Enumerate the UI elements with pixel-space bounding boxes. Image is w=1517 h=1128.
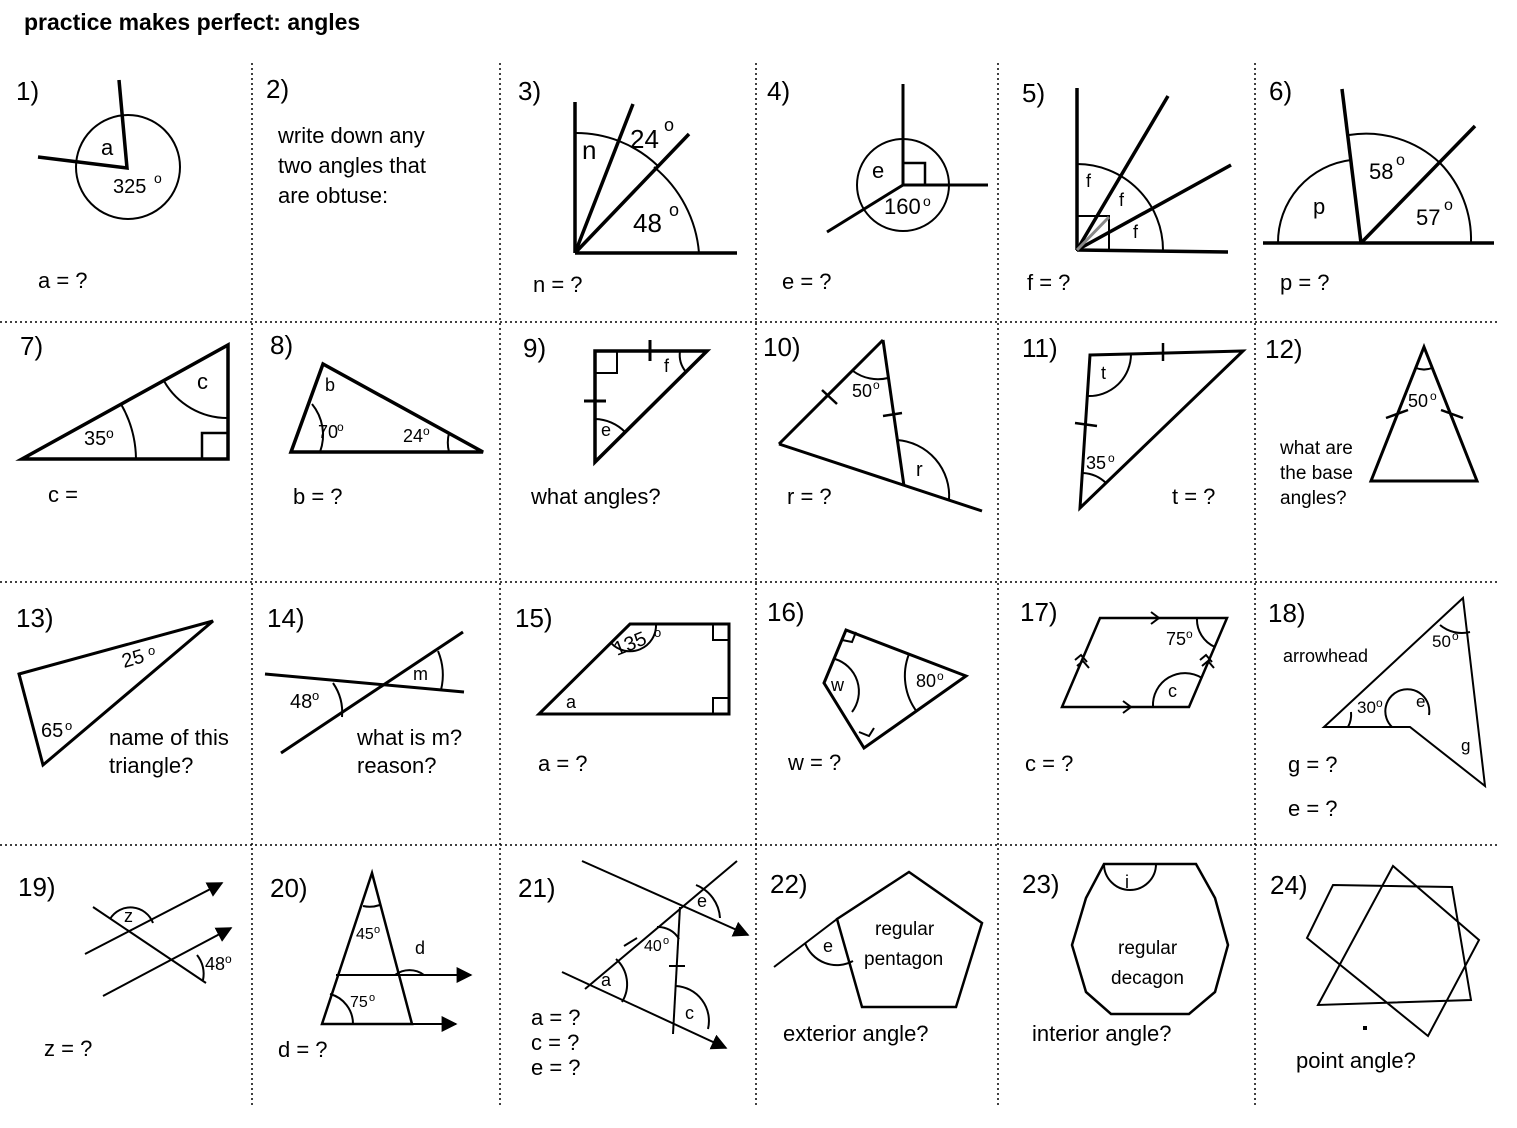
question-text: r = ? (787, 484, 832, 509)
problem-number: 22) (770, 869, 808, 899)
question-text-1: a = ? (531, 1005, 581, 1030)
problem-number: 5) (1022, 78, 1046, 108)
svg-text:o: o (923, 193, 931, 209)
angle-label-35: 35 (84, 428, 107, 450)
problem-number: 11) (1022, 333, 1058, 363)
problem-17 (1020, 597, 1227, 776)
angle-label-e: e (823, 936, 834, 956)
problem-number: 13) (16, 603, 54, 633)
angle-label-c: c (685, 1003, 694, 1023)
angle-label-58: 58 (1369, 159, 1394, 184)
question-text: n = ? (533, 272, 583, 297)
question-text-2: c = ? (531, 1030, 580, 1055)
problem-number: 2) (266, 74, 290, 104)
problem-number: 6) (1269, 76, 1293, 106)
problem-14 (265, 603, 464, 778)
svg-text:o: o (654, 625, 662, 640)
shape-label-line-1: regular (875, 919, 935, 940)
svg-text:o: o (664, 115, 675, 135)
grid-lines (0, 63, 1500, 1105)
question-text: interior angle? (1032, 1021, 1172, 1046)
svg-text:o: o (937, 669, 944, 683)
problem-6 (1263, 76, 1494, 295)
prompt-line-3: are obtuse: (278, 183, 389, 208)
svg-text:o: o (374, 924, 381, 936)
svg-text:o: o (1430, 389, 1437, 403)
prompt-line-1: write down any (278, 123, 425, 148)
question-text: b = ? (293, 484, 343, 509)
angle-label-325: 325 (113, 176, 147, 198)
problem-number: 8) (270, 330, 294, 360)
angle-label-e: e (872, 158, 885, 183)
problem-10 (763, 332, 982, 511)
problem-12 (1265, 334, 1477, 509)
angle-label-c: c (1168, 681, 1177, 701)
svg-text:o: o (1452, 629, 1459, 643)
angle-label-e: e (601, 420, 612, 440)
page-title: practice makes perfect: angles (24, 9, 361, 35)
angle-label-r: r (916, 459, 923, 481)
prompt-line-2: triangle? (109, 753, 194, 778)
angle-label-w: w (831, 675, 844, 695)
angle-label-p: p (1313, 194, 1326, 219)
prompt-line-1: what are (1280, 438, 1353, 459)
angle-label-d: d (415, 938, 426, 958)
angle-label-80: 80 (916, 671, 937, 691)
question-text-1: g = ? (1288, 752, 1338, 777)
angle-label-f: f (664, 356, 670, 376)
problem-number: 12) (1265, 334, 1303, 364)
angle-label-n: n (582, 135, 597, 165)
angle-label-48: 48 (290, 691, 313, 713)
problem-number: 24) (1270, 870, 1308, 900)
question-text: point angle? (1296, 1048, 1416, 1073)
angle-label-48: 48 (205, 954, 226, 974)
problem-number: 18) (1268, 598, 1306, 628)
question-text: exterior angle? (783, 1021, 929, 1046)
question-text: c = ? (1025, 751, 1074, 776)
angle-label-e: e (1416, 692, 1426, 711)
problem-number: 19) (18, 872, 56, 902)
angle-label-m: m (413, 664, 428, 684)
angle-label-f: f (1119, 190, 1125, 210)
angle-label-24: 24 (630, 124, 659, 154)
svg-text:o: o (423, 424, 430, 438)
shape-label-line-2: decagon (1111, 968, 1184, 989)
prompt-line-3: angles? (1280, 488, 1347, 509)
angle-label-50: 50 (1408, 391, 1429, 411)
angle-label-25: 25 (119, 645, 147, 673)
question-text: w = ? (788, 750, 842, 775)
problem-number: 7) (20, 331, 44, 361)
svg-text:o: o (225, 952, 232, 966)
question-text: a = ? (38, 268, 88, 293)
question-text: f = ? (1027, 270, 1071, 295)
angle-label-t: t (1101, 363, 1107, 383)
problem-9 (523, 333, 707, 509)
angle-label-e: e (697, 891, 708, 911)
angle-label-50: 50 (1432, 632, 1451, 651)
svg-text:o: o (1444, 197, 1453, 214)
angle-label-160: 160 (884, 194, 921, 219)
angle-label-45: 45 (356, 926, 374, 943)
problem-number: 4) (767, 76, 791, 106)
problem-number: 20) (270, 873, 308, 903)
problem-8 (270, 330, 483, 509)
svg-text:o: o (148, 643, 156, 658)
problem-18 (1268, 598, 1485, 821)
svg-text:o: o (337, 420, 344, 434)
angle-label-57: 57 (1416, 205, 1441, 230)
problem-21 (518, 861, 748, 1080)
svg-text:o: o (369, 992, 376, 1004)
svg-text:o: o (106, 425, 114, 441)
problem-15 (515, 603, 729, 776)
angle-label-z: z (124, 906, 133, 926)
angle-label-f: f (1133, 222, 1139, 242)
angle-label-a: a (566, 692, 577, 712)
question-text: e = ? (782, 269, 832, 294)
problem-number: 1) (16, 76, 40, 106)
shape-name: arrowhead (1283, 646, 1369, 666)
problem-5 (1022, 78, 1231, 295)
svg-text:o: o (154, 170, 162, 186)
question-text-3: e = ? (531, 1055, 581, 1080)
shape-label-line-2: pentagon (864, 949, 944, 970)
prompt-line-1: what is m? (357, 725, 463, 750)
angle-label-50: 50 (852, 381, 873, 401)
svg-text:o: o (1396, 152, 1405, 169)
svg-text:o: o (1186, 627, 1193, 641)
problem-number: 16) (767, 597, 805, 627)
problem-11 (1022, 333, 1243, 509)
question-text: a = ? (538, 751, 588, 776)
question-text: what angles? (531, 484, 661, 509)
problem-number: 3) (518, 76, 542, 106)
angle-label-65: 65 (41, 720, 64, 742)
angle-label-75: 75 (1166, 629, 1187, 649)
problem-24 (1270, 866, 1479, 1073)
problem-2 (266, 74, 426, 208)
angle-label-30: 30 (1357, 698, 1376, 717)
angle-label-40: 40 (644, 938, 662, 955)
prompt-line-2: the base (1280, 463, 1353, 484)
prompt-line-2: reason? (357, 753, 437, 778)
problem-number: 15) (515, 603, 553, 633)
problem-3 (518, 76, 737, 297)
problem-number: 14) (267, 603, 305, 633)
svg-text:o: o (65, 718, 73, 733)
svg-text:o: o (663, 935, 670, 947)
angle-label-135: 135 (610, 627, 650, 661)
angle-label-35: 35 (1086, 453, 1107, 473)
problem-20 (270, 873, 471, 1062)
problem-16 (767, 597, 966, 775)
prompt-line-2: two angles that (278, 153, 426, 178)
shape-label-line-1: regular (1118, 938, 1178, 959)
problem-7 (20, 331, 228, 507)
problem-23 (1022, 864, 1228, 1046)
problem-number: 17) (1020, 597, 1058, 627)
problem-4 (767, 76, 988, 294)
problem-19 (18, 872, 232, 1061)
question-text: c = (48, 482, 78, 507)
problem-13 (16, 603, 229, 778)
angle-label-c: c (197, 369, 208, 394)
angle-label-f: f (1086, 171, 1092, 191)
problem-number: 10) (763, 332, 801, 362)
svg-text:o: o (1108, 451, 1115, 465)
question-text: t = ? (1172, 484, 1216, 509)
angle-label-75: 75 (350, 994, 368, 1011)
angle-label-a: a (101, 135, 114, 160)
svg-text:o: o (669, 200, 680, 220)
svg-text:o: o (312, 688, 320, 703)
angle-label-g: g (1461, 736, 1471, 755)
question-text: p = ? (1280, 270, 1330, 295)
angle-label-48: 48 (633, 208, 662, 238)
angle-label-24: 24 (403, 426, 424, 446)
angle-label-i: i (1125, 872, 1129, 892)
question-text: d = ? (278, 1037, 328, 1062)
problem-1 (16, 76, 180, 293)
question-text-2: e = ? (1288, 796, 1338, 821)
prompt-line-1: name of this (109, 725, 229, 750)
question-text: z = ? (44, 1036, 93, 1061)
svg-text:o: o (873, 378, 880, 392)
svg-text:o: o (1376, 696, 1383, 710)
problem-22 (770, 869, 982, 1046)
angle-label-70: 70 (318, 422, 339, 442)
problem-number: 9) (523, 333, 547, 363)
problem-number: 23) (1022, 869, 1060, 899)
problem-number: 21) (518, 873, 556, 903)
angle-label-a: a (601, 970, 612, 990)
angle-label-b: b (325, 375, 336, 395)
